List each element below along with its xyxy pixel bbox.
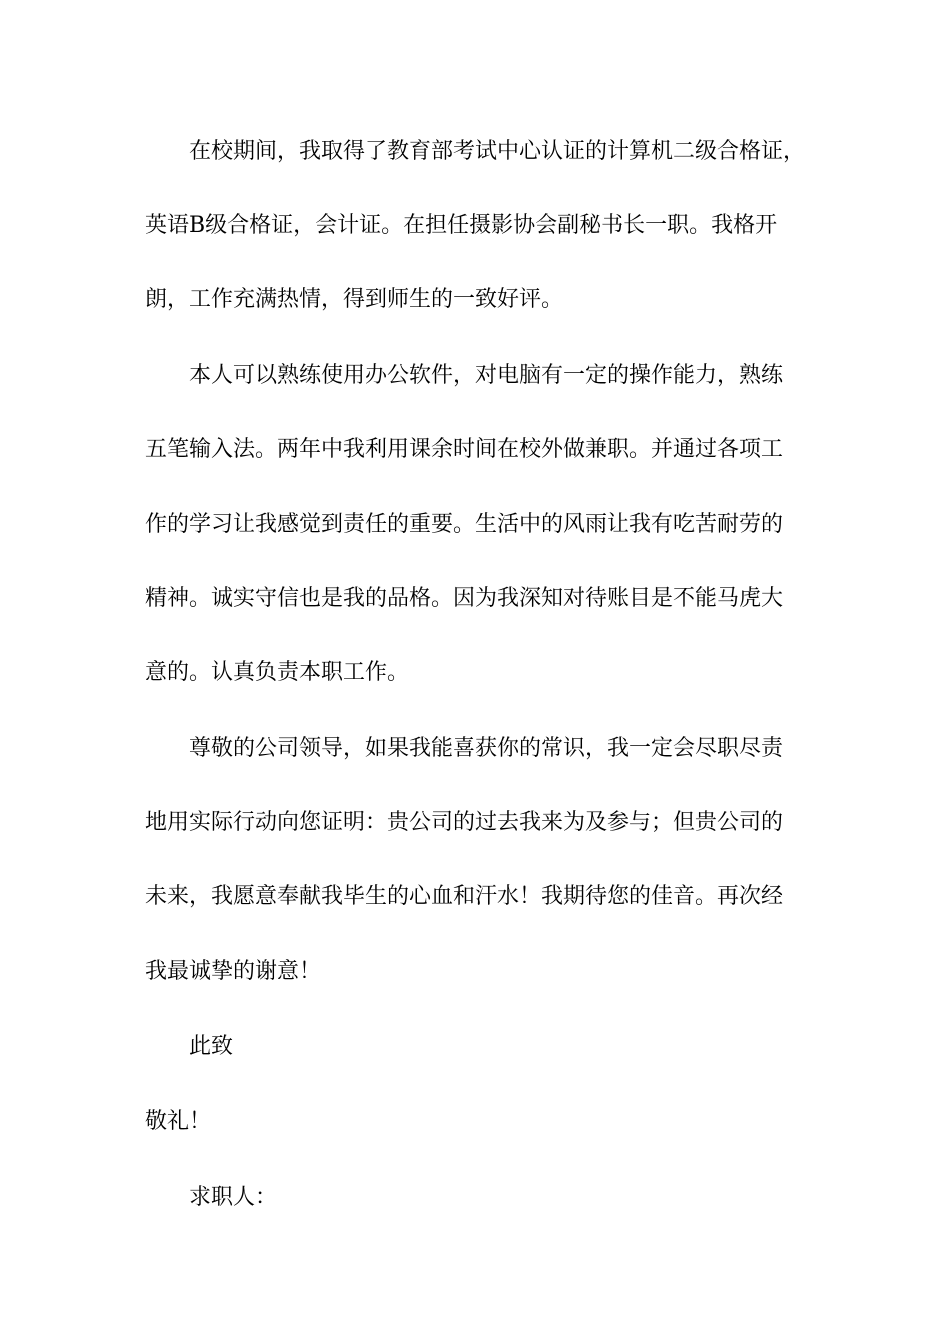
paragraph-1-line-2: 英语B级合格证，会计证。在担任摄影协会副秘书长一职。我格开 [145, 213, 778, 238]
paragraph-2-line-1: 本人可以熟练使用办公软件，对电脑有一定的操作能力，熟练 [189, 363, 784, 388]
paragraph-3-line-3: 未来，我愿意奉献我毕生的心血和汗水！我期待您的佳音。再次经 [145, 884, 784, 909]
closing-salutation: 此致 [189, 1034, 234, 1059]
closing-regards: 敬礼！ [145, 1109, 212, 1134]
paragraph-2-line-2: 五笔输入法。两年中我利用课余时间在校外做兼职。并通过各项工 [145, 437, 784, 462]
paragraph-3-line-1: 尊敬的公司领导，如果我能喜获你的常识，我一定会尽职尽责 [189, 736, 784, 761]
paragraph-1-line-3: 朗，工作充满热情，得到师生的一致好评。 [145, 287, 564, 312]
paragraph-2-line-4: 精神。诚实守信也是我的品格。因为我深知对待账目是不能马虎大 [145, 586, 784, 611]
paragraph-2-line-3: 作的学习让我感觉到责任的重要。生活中的风雨让我有吃苦耐劳的 [145, 512, 784, 537]
paragraph-2-line-5: 意的。认真负责本职工作。 [145, 660, 410, 685]
paragraph-3-line-2: 地用实际行动向您证明：贵公司的过去我来为及参与；但贵公司的 [145, 810, 784, 835]
applicant-signature-label: 求职人： [189, 1185, 278, 1210]
paragraph-1-line-1: 在校期间，我取得了教育部考试中心认证的计算机二级合格证， [189, 139, 806, 164]
paragraph-3-line-4: 我最诚挚的谢意！ [145, 959, 322, 984]
